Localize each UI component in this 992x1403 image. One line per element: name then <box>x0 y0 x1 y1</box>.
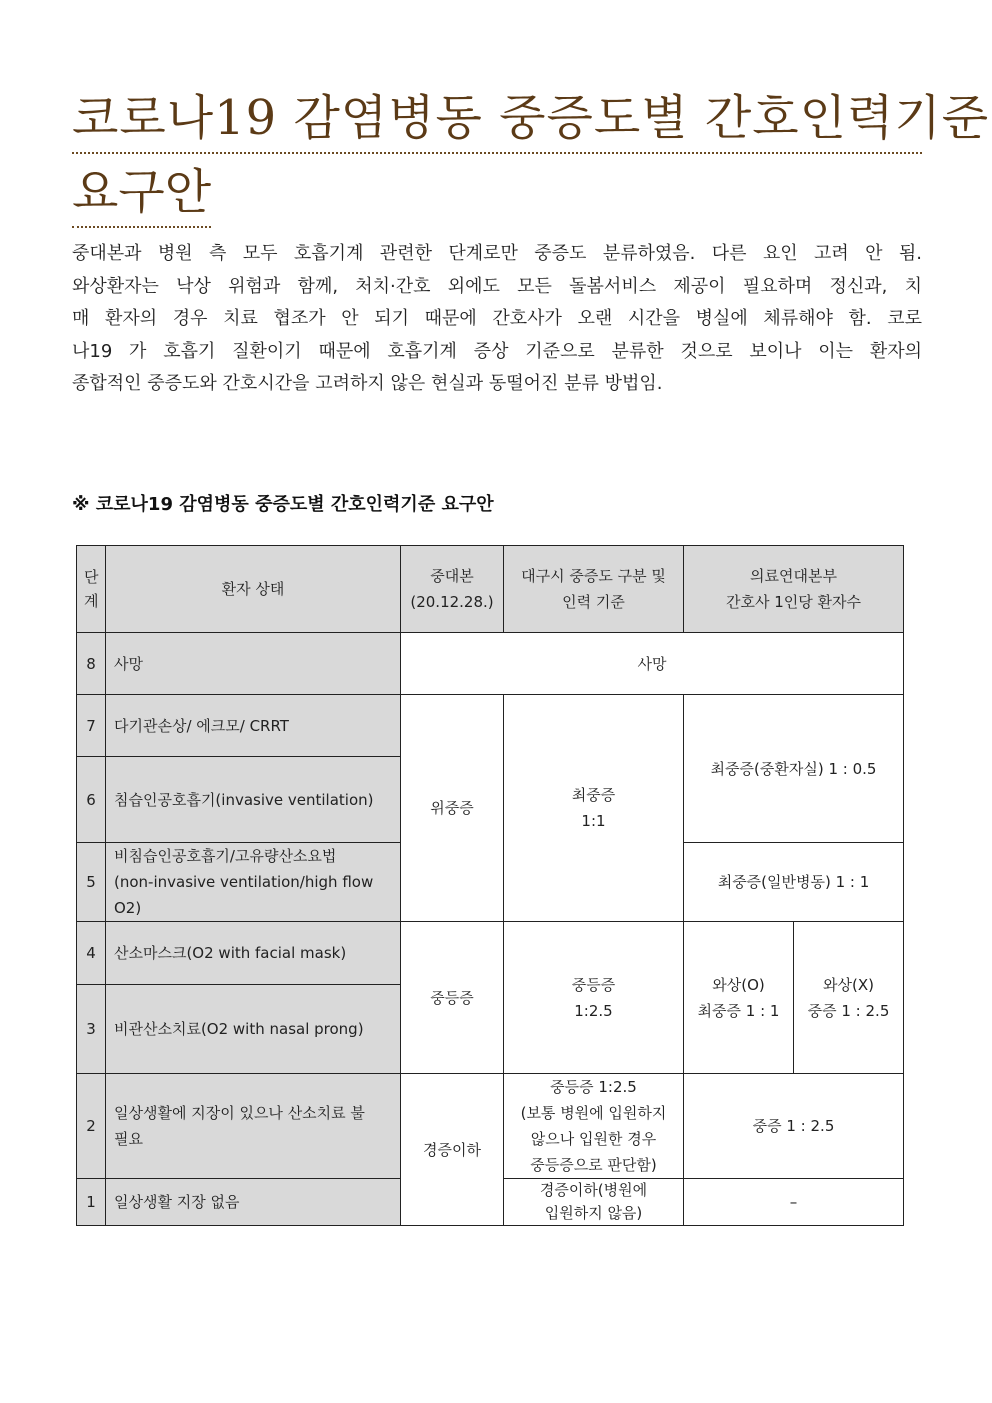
stage-cell: 5 <box>77 843 106 922</box>
cdsch-severe-cell: 위중증 <box>401 695 504 922</box>
status-cell: 산소마스크(O2 with facial mask) <box>106 922 401 985</box>
daegu-r1-cell <box>504 1179 684 1226</box>
paragraph-line: 와상환자는 낙상 위험과 함께, 처치·간호 외에도 모든 돌봄서비스 제공이 필요하며 정신과, 치 <box>72 275 922 297</box>
paragraph-line: 종합적인 중증도와 간호시간을 고려하지 않은 현실과 동떨어진 분류 방법임. <box>72 373 663 394</box>
stage-cell: 3 <box>77 985 106 1074</box>
header-cdsch-line1: 중대본 <box>430 567 474 585</box>
paragraph-line: 중대본과 병원 측 모두 호흡기계 관련한 단계로만 중증도 분류하였음. 다른 요인 고려 안 됨. <box>72 243 922 264</box>
daegu-r2-line1: 중등증 1:2.5 <box>550 1078 637 1096</box>
death-merged-cell: 사망 <box>401 633 904 695</box>
header-cdsch <box>401 546 504 633</box>
union-ward-cell: 최중증(일반병동) 1 : 1 <box>684 843 904 922</box>
table-row <box>77 633 904 695</box>
header-stage <box>77 546 106 633</box>
stage-cell: 7 <box>77 695 106 757</box>
cdsch-moderate-cell: 중등증 <box>401 922 504 1074</box>
daegu-r2-line4: 중등증으로 판단함) <box>530 1156 657 1174</box>
header-stage-text: 단계 <box>84 568 99 610</box>
status-line2: 필요 <box>114 1130 143 1148</box>
bed-no-line2: 중증 1 : 2.5 <box>807 1001 890 1020</box>
header-union <box>684 546 904 633</box>
daegu-r2-line2: (보통 병원에 입원하지 <box>520 1104 667 1122</box>
cdsch-mild-cell: 경증이하 <box>401 1074 504 1226</box>
daegu-critical-cell <box>504 695 684 922</box>
status-cell <box>106 1074 401 1179</box>
header-daegu-line2: 인력 기준 <box>562 593 625 611</box>
daegu-critical-line2: 1:1 <box>581 812 606 830</box>
bed-yes-line1: 와상(O) <box>712 975 765 994</box>
paragraph-line: 매 환자의 경우 치료 협조가 안 되기 때문에 간호사가 오랜 시간을 병실에 체류해야 함. 코로 <box>72 308 922 329</box>
status-line1: 일상생활에 지장이 있으나 산소치료 불 <box>114 1104 365 1122</box>
stage-cell: 6 <box>77 757 106 843</box>
staffing-table <box>76 545 904 1226</box>
stage-cell: 1 <box>77 1179 106 1226</box>
daegu-moderate-line1: 중등증 <box>571 975 616 994</box>
daegu-r2-cell <box>504 1074 684 1179</box>
table-row <box>77 1074 904 1179</box>
bed-yes-line2: 최중증 1 : 1 <box>697 1001 780 1020</box>
header-row <box>77 546 904 633</box>
union-icu-cell: 최중증(중환자실) 1 : 0.5 <box>684 695 904 843</box>
status-cell: 일상생활 지장 없음 <box>106 1179 401 1226</box>
union-bedridden-yes-cell <box>684 922 794 1074</box>
table-caption: ※ 코로나19 감염병동 중증도별 간호인력기준 요구안 <box>72 494 494 515</box>
header-status: 환자 상태 <box>106 546 401 633</box>
daegu-r2-line3: 않으나 입원한 경우 <box>530 1130 657 1148</box>
daegu-moderate-cell <box>504 922 684 1074</box>
header-union-line2: 간호사 1인당 환자수 <box>726 593 862 611</box>
header-union-line1: 의료연대본부 <box>750 567 837 585</box>
union-r1-cell: – <box>684 1179 904 1226</box>
bed-no-line1: 와상(X) <box>823 975 874 994</box>
header-daegu-line1: 대구시 중증도 구분 및 <box>521 567 666 585</box>
status-cell: 비관산소치료(O2 with nasal prong) <box>106 985 401 1074</box>
table-row <box>77 695 904 757</box>
status-cell: 다기관손상/ 에크모/ CRRT <box>106 695 401 757</box>
daegu-critical-line1: 최중증 <box>571 786 616 804</box>
stage-cell: 2 <box>77 1074 106 1179</box>
title-text-1: 코로나19 감염병동 중증도별 간호인력기준 <box>72 86 922 154</box>
status-cell: 침습인공호흡기(invasive ventilation) <box>106 757 401 843</box>
stage-cell: 4 <box>77 922 106 985</box>
daegu-r1-line1: 경증이하(병원에 <box>539 1181 648 1199</box>
union-bedridden-no-cell <box>794 922 904 1074</box>
paragraph-line: 나19 가 호흡기 질환이기 때문에 호흡기계 증상 기준으로 분류한 것으로 보이나 이는 환자의 <box>72 340 922 362</box>
status-line1: 비침습인공호흡기/고유량산소요법 <box>114 847 337 865</box>
title-text-2: 요구안 <box>72 160 211 228</box>
daegu-r1-line2: 입원하지 않음) <box>544 1204 643 1222</box>
status-cell: 사망 <box>106 633 401 695</box>
body-paragraph <box>72 238 922 401</box>
status-cell <box>106 843 401 922</box>
union-r2-cell: 중증 1 : 2.5 <box>684 1074 904 1179</box>
table-row <box>77 922 904 985</box>
page-title-line-2 <box>72 160 922 228</box>
header-daegu <box>504 546 684 633</box>
daegu-moderate-line2: 1:2.5 <box>574 1001 613 1020</box>
stage-cell: 8 <box>77 633 106 695</box>
header-cdsch-line2: (20.12.28.) <box>410 593 494 611</box>
status-line2: (non-invasive ventilation/high flow O2) <box>114 873 374 917</box>
page-title-line-1 <box>72 86 990 154</box>
